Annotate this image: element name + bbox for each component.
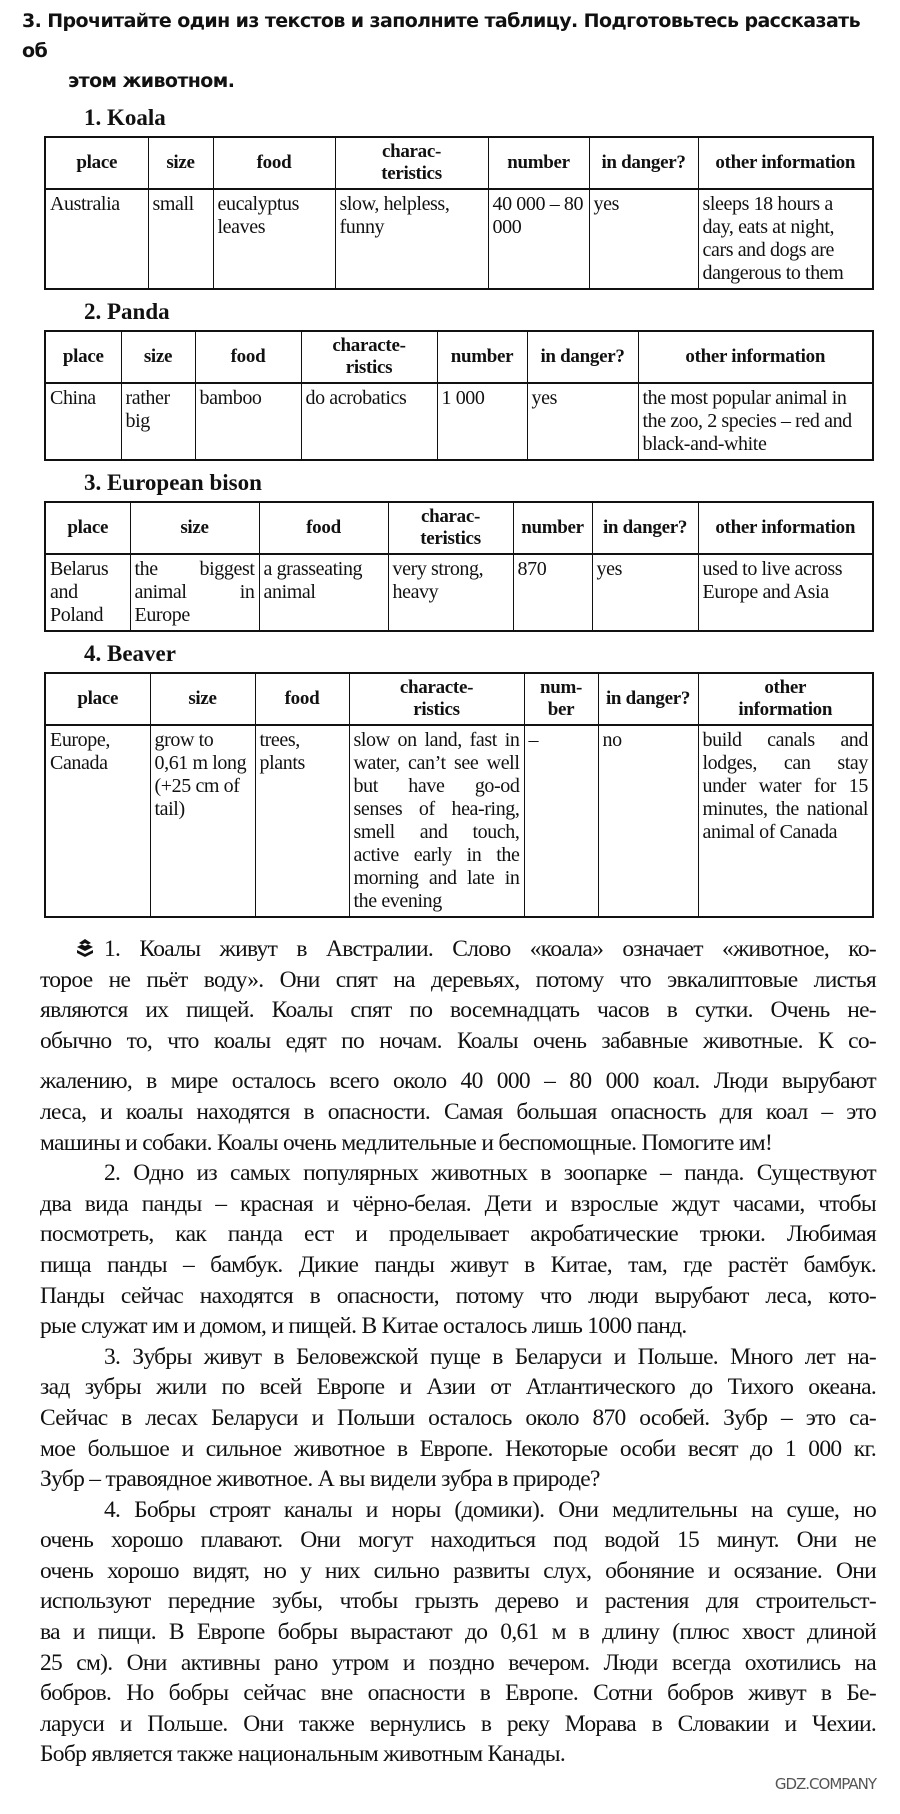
cell-number: 40 000 – 80 000 xyxy=(488,189,589,289)
cell-size: small xyxy=(148,189,213,289)
cell-characteristics: slow on land, fast in water, can’t see well but have go-od senses of hea-ring, smell and touch, active early in the morning and late in the evening xyxy=(349,725,524,917)
cell-other-information: sleeps 18 hours a day, eats at night, cars and dogs are dangerous to them xyxy=(698,189,873,289)
header-in-danger: in danger? xyxy=(598,673,698,725)
cell-characteristics: do acrobatics xyxy=(301,383,437,460)
task-line-1: 3. Прочитайте один из текстов и заполните таблицу. Подготовьтесь рассказать об xyxy=(22,10,860,62)
header-size: size xyxy=(121,331,195,383)
text-line: ларуси и Польше. Они также вернулись в реку Морава в Словакии и Чехии. xyxy=(40,1710,876,1737)
header-place: place xyxy=(45,137,148,189)
cell-in-danger: yes xyxy=(589,189,698,289)
text-line: 4. Бобры строят каналы и норы (домики). Они медлительны на суше, но xyxy=(104,1496,876,1523)
cell-food: eucalyptus leaves xyxy=(213,189,335,289)
watermark: GDZ.COMPANY xyxy=(774,1775,876,1794)
cell-other-information: used to live across Europe and Asia xyxy=(698,554,873,631)
text-line: машины и собаки. Коалы очень медлительные и беспомощные. Помогите им! xyxy=(40,1129,773,1156)
texts-body xyxy=(40,934,876,1770)
text-line: Панды сейчас находятся в опасности, потому что люди вырубают леса, кото- xyxy=(40,1282,876,1309)
cell-characteristics: slow, helpless, funny xyxy=(335,189,488,289)
paragraph-3 xyxy=(40,1342,876,1495)
header-characteristics: charac- teristics xyxy=(335,137,488,189)
text-line: являются их пищей. Коалы спят по восемнадцать часов в сутки. Очень не- xyxy=(40,997,876,1024)
animal-table xyxy=(44,501,874,632)
animal-table xyxy=(44,330,874,461)
header-characteristics: characte- ristics xyxy=(301,331,437,383)
cell-food: bamboo xyxy=(195,383,301,460)
table-header-row xyxy=(45,673,873,725)
cell-number: – xyxy=(524,725,598,917)
header-food: food xyxy=(259,502,388,554)
header-food: food xyxy=(213,137,335,189)
table-header-row xyxy=(45,502,873,554)
header-other-information: other information xyxy=(698,137,873,189)
task-line-2: этом животном. xyxy=(68,70,235,92)
header-characteristics: characte- ristics xyxy=(349,673,524,725)
text-line: обычно то, что коалы едят по ночам. Коалы очень забавные животные. К со- xyxy=(40,1027,876,1054)
book-icon xyxy=(74,937,96,959)
text-line: посмотреть, как панда ест и проделывает акробатические трюки. Любимая xyxy=(40,1221,876,1248)
header-food: food xyxy=(195,331,301,383)
cell-characteristics: very strong, heavy xyxy=(388,554,513,631)
cell-place: Belarus and Poland xyxy=(45,554,130,631)
text-line: два вида панды – красная и чёрно-белая. Дети и взрослые ждут часами, чтобы xyxy=(40,1190,876,1217)
table-title: 4. Beaver xyxy=(84,641,176,666)
header-size: size xyxy=(150,673,255,725)
animal-table xyxy=(44,672,874,918)
tables-container xyxy=(40,104,876,918)
text-line: рые служат им и домом, и пищей. В Китае осталось лишь 1000 панд. xyxy=(40,1313,687,1340)
paragraph-2 xyxy=(40,1158,876,1342)
cell-number: 870 xyxy=(513,554,592,631)
cell-place: China xyxy=(45,383,121,460)
cell-food: a grasseating animal xyxy=(259,554,388,631)
header-number: number xyxy=(488,137,589,189)
header-in-danger: in danger? xyxy=(592,502,698,554)
text-line: 2. Одно из самых популярных животных в зоопарке – панда. Существуют xyxy=(104,1160,876,1187)
cell-in-danger: yes xyxy=(592,554,698,631)
text-line: Бобр является также национальным животным Канады. xyxy=(40,1741,566,1768)
header-food: food xyxy=(255,673,349,725)
cell-size: the biggest animal in Europe xyxy=(130,554,259,631)
header-number: number xyxy=(437,331,527,383)
text-line: пища панды – бамбук. Дикие панды живут в Китае, там, где растёт бамбук. xyxy=(40,1251,876,1278)
text-line: очень хорошо плавают. Они могут находиться под водой 15 минут. Они не xyxy=(40,1527,876,1554)
table-row xyxy=(45,189,873,289)
header-characteristics: charac- teristics xyxy=(388,502,513,554)
cell-other-information: build canals and lodges, can stay under water for 15 minutes, the national animal of Canada xyxy=(698,725,873,917)
text-line: леса, и коалы находятся в опасности. Самая большая опасность для коал – это xyxy=(40,1098,876,1125)
header-number: num- ber xyxy=(524,673,598,725)
table-row xyxy=(45,554,873,631)
text-line: бобров. Но бобры сейчас вне опасности в Европе. Сотни бобров живут в Бе- xyxy=(40,1680,876,1707)
paragraph-1 xyxy=(40,934,876,1158)
text-line: торое не пьёт воду». Они спят на деревьях, потому что эвкалиптовые листья xyxy=(40,966,876,993)
table-header-row xyxy=(45,331,873,383)
cell-place: Australia xyxy=(45,189,148,289)
text-line: Сейчас в лесах Беларуси и Польши осталось около 870 особей. Зубр – это са- xyxy=(40,1404,876,1431)
cell-number: 1 000 xyxy=(437,383,527,460)
table-title: 2. Panda xyxy=(84,299,170,324)
header-other-information: other information xyxy=(698,502,873,554)
table-title: 1. Koala xyxy=(84,105,166,130)
table-row xyxy=(45,383,873,460)
text-line: 3. Зубры живут в Беловежской пуще в Беларуси и Польше. Много лет на- xyxy=(104,1343,876,1370)
cell-other-information: the most popular animal in the zoo, 2 species – red and black-and-white xyxy=(638,383,873,460)
task-instruction xyxy=(22,6,876,96)
table-title: 3. European bison xyxy=(84,470,262,495)
text-line-content: 1. Коалы живут в Австралии. Слово «коала» означает «животное, ко- xyxy=(104,936,876,962)
header-other-information: other information xyxy=(698,673,873,725)
header-size: size xyxy=(148,137,213,189)
reading-texts xyxy=(40,934,876,1770)
paragraph-4 xyxy=(40,1495,876,1770)
header-number: number xyxy=(513,502,592,554)
text-line: используют передние зубы, чтобы грызть дерево и растения для строительст- xyxy=(40,1588,876,1615)
header-in-danger: in danger? xyxy=(527,331,638,383)
text-line: мое большое и сильное животное в Европе. Некоторые особи весят до 1 000 кг. xyxy=(40,1435,876,1462)
cell-place: Europe, Canada xyxy=(45,725,150,917)
header-place: place xyxy=(45,673,150,725)
header-place: place xyxy=(45,331,121,383)
cell-in-danger: yes xyxy=(527,383,638,460)
table-header-row xyxy=(45,137,873,189)
text-line: зад зубры жили по всей Европе и Азии от Атлантического до Тихого океана. xyxy=(40,1374,876,1401)
header-size: size xyxy=(130,502,259,554)
text-line: ва и пищи. В Европе бобры вырастают до 0,61 м в длину (плюс хвост длиной xyxy=(40,1619,876,1646)
animal-table xyxy=(44,136,874,290)
text-line: Зубр – травоядное животное. А вы видели зубра в природе? xyxy=(40,1466,600,1493)
cell-size: rather big xyxy=(121,383,195,460)
text-line xyxy=(40,934,876,965)
table-row xyxy=(45,725,873,917)
cell-size: grow to 0,61 m long (+25 cm of tail) xyxy=(150,725,255,917)
cell-in-danger: no xyxy=(598,725,698,917)
text-line: 25 см). Они активны рано утром и поздно вечером. Люди всегда охотились на xyxy=(40,1649,876,1676)
cell-food: trees, plants xyxy=(255,725,349,917)
text-line: очень хорошо видят, но у них сильно развиты слух, обоняние и осязание. Они xyxy=(40,1557,876,1584)
text-line: жалению, в мире осталось всего около 40 000 – 80 000 коал. Люди вырубают xyxy=(40,1068,876,1095)
header-place: place xyxy=(45,502,130,554)
header-other-information: other information xyxy=(638,331,873,383)
header-in-danger: in danger? xyxy=(589,137,698,189)
